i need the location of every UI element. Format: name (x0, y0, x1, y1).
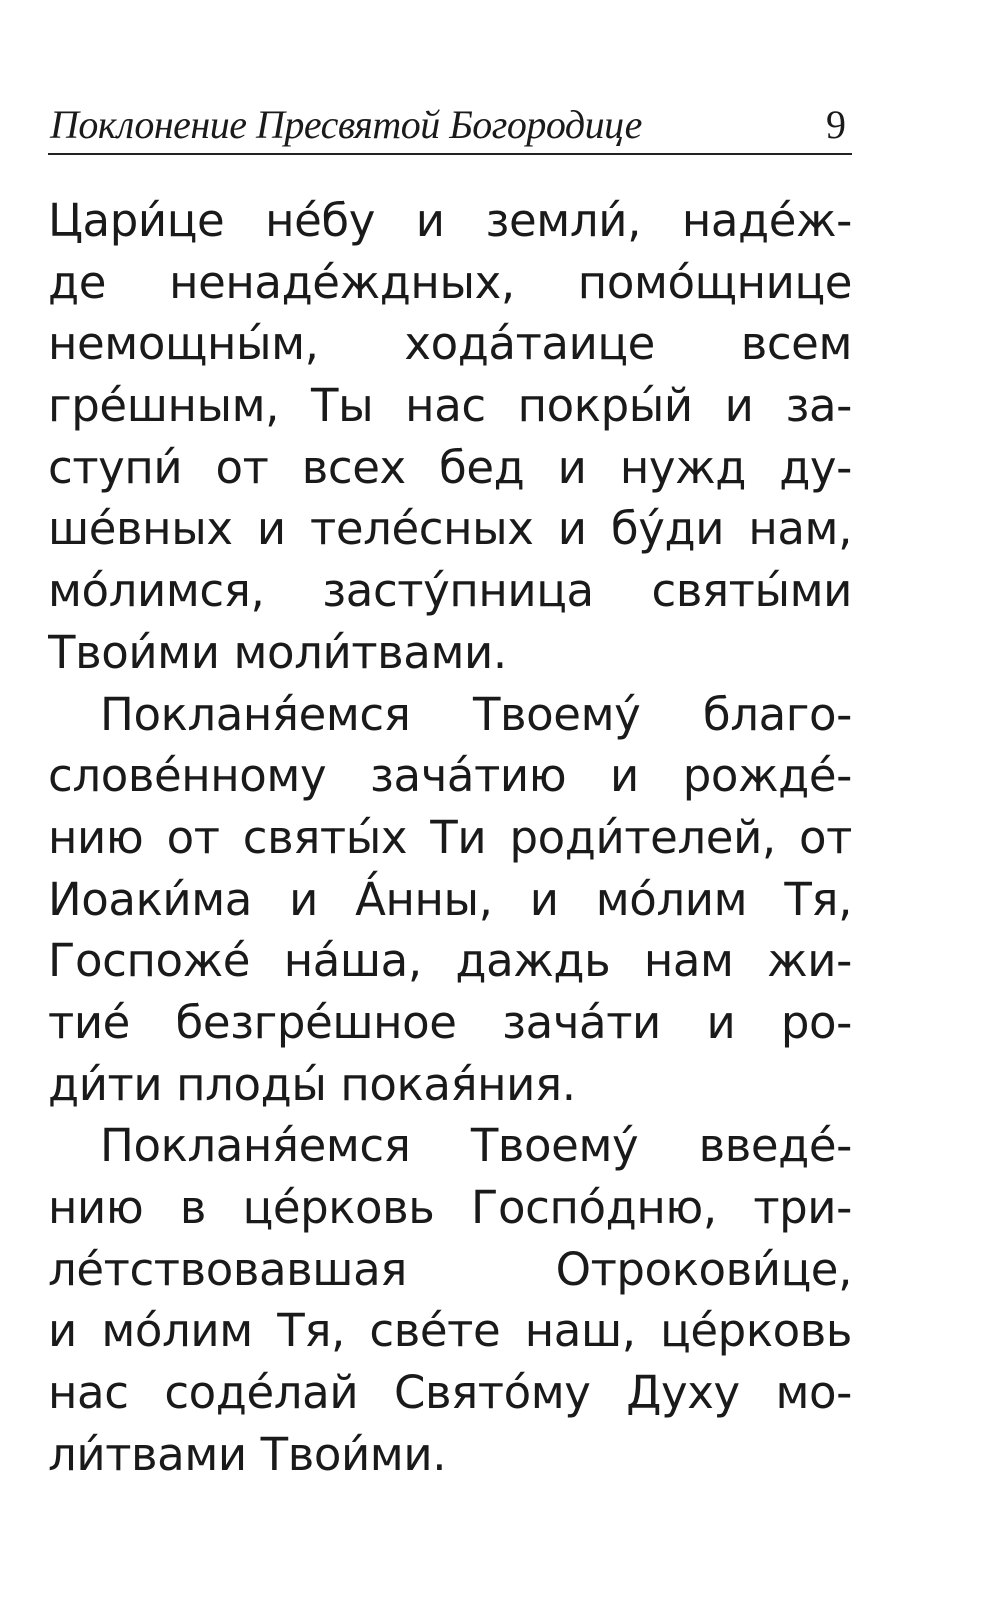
text-line: ле́тствовавшая Отрокови́це, (48, 1242, 852, 1296)
text-line: нас соде́лай Свято́му Духу мо- (48, 1366, 852, 1420)
text-line: тие́ безгре́шное зача́ти и ро- (48, 995, 852, 1049)
running-head-title: Поклонение Пресвятой Богородице (50, 102, 642, 147)
running-head (48, 95, 852, 155)
text-line: нию от святы́х Ти роди́телей, от (48, 810, 852, 864)
paragraph-1 (48, 190, 852, 684)
text-line: ступи́ от всех бед и нужд ду- (48, 440, 852, 494)
text-line: и мо́лим Тя, све́те наш, це́рковь (48, 1304, 852, 1358)
text-line: мо́лимся, засту́пница святы́ми (48, 564, 852, 618)
text-line: Иоаки́ма и А́нны, и мо́лим Тя, (48, 872, 852, 926)
text-line: Твои́ми моли́твами. (48, 625, 507, 679)
text-line: слове́нному зача́тию и рожде́- (48, 749, 852, 803)
text-line: Цари́це не́бу и земли́, наде́ж- (48, 194, 852, 247)
text-line: ли́твами Твои́ми. (48, 1427, 447, 1481)
page-number: 9 (826, 102, 846, 147)
text-line: де ненаде́ждных, помо́щнице (48, 255, 852, 309)
text-line: Госпоже́ на́ша, даждь нам жи- (48, 934, 852, 988)
text-line: ше́вных и теле́сных и бу́ди нам, (48, 502, 852, 556)
paragraph-2 (48, 684, 852, 1116)
text-line: гре́шным, Ты нас покры́й и за- (48, 379, 852, 433)
body-text (48, 190, 852, 1485)
text-line: нию в це́рковь Госпо́дню, три- (48, 1181, 852, 1234)
book-page (48, 95, 852, 1555)
paragraph-3 (48, 1115, 852, 1485)
text-line: ди́ти плоды́ покая́ния. (48, 1057, 576, 1111)
text-line: немощны́м, хода́таице всем (48, 317, 852, 371)
text-line: Покланя́емся Твоему́ благо- (100, 687, 852, 741)
text-line: Покланя́емся Твоему́ введе́- (100, 1119, 852, 1173)
